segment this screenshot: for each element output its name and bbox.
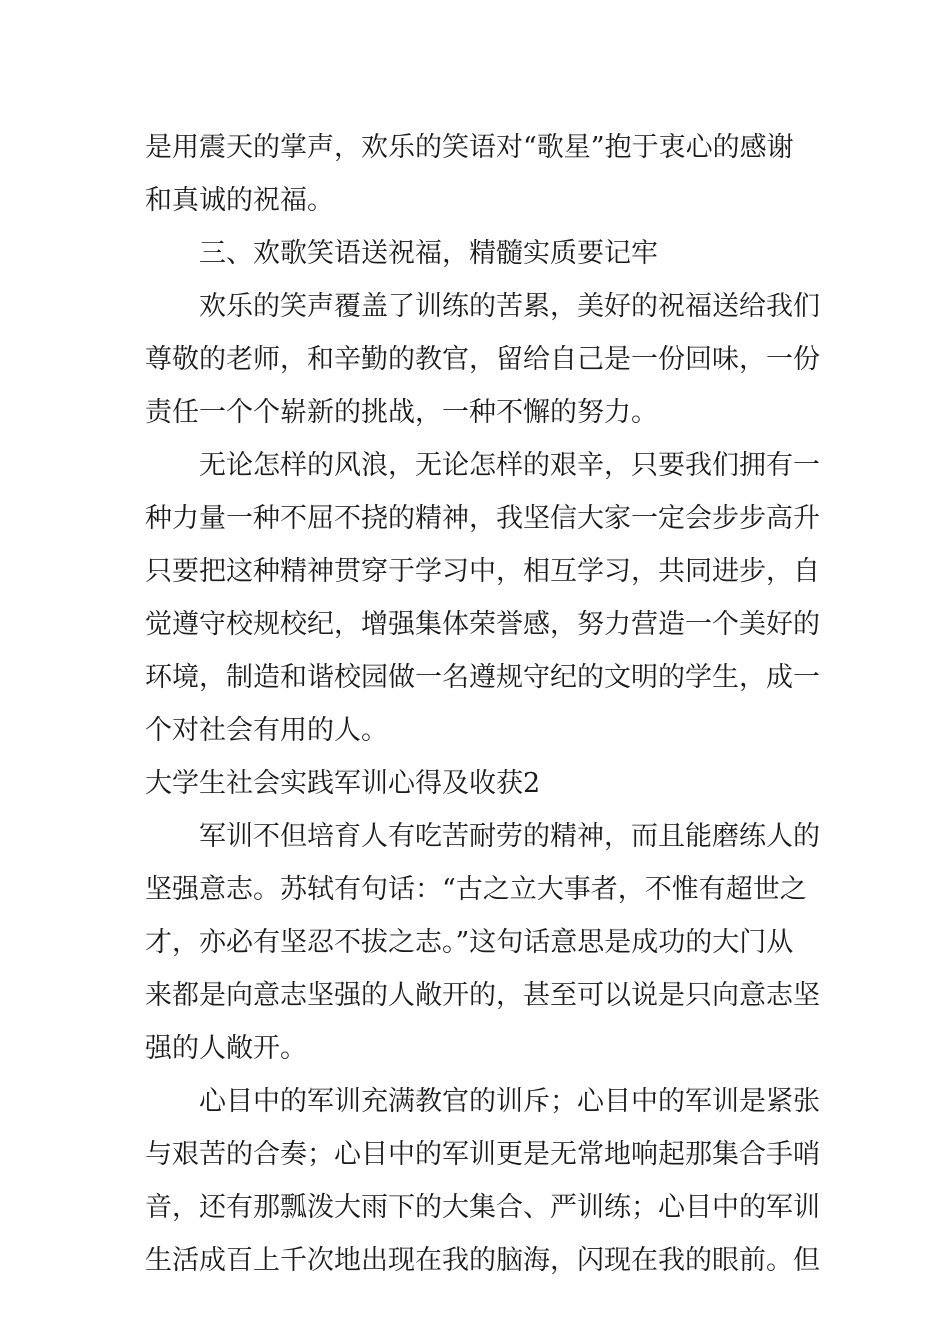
heading-text: 三、欢歌笑语送祝福，精髓实质要记牢 <box>199 238 658 269</box>
paragraph-line: 尊敬的老师，和辛勤的教官，留给自己是一份回味，一份 <box>145 344 820 375</box>
paragraph-line: 音，还有那瓢泼大雨下的大集合、严训练；心目中的军训 <box>145 1192 820 1223</box>
paragraph-line: 欢乐的笑声覆盖了训练的苦累，美好的祝福送给我们 <box>199 291 820 322</box>
paragraph-1 <box>145 121 807 227</box>
section-title-text: 大学生社会实践军训心得及收获2 <box>145 768 541 799</box>
document-page <box>145 121 820 1287</box>
paragraph-line: 是用震天的掌声，欢乐的笑语对“歌星”抱于衷心的感谢 <box>145 132 794 163</box>
paragraph-line: 与艰苦的合奏；心目中的军训更是无常地响起那集合手哨 <box>145 1139 820 1170</box>
paragraph-line: 军训不但培育人有吃苦耐劳的精神，而且能磨练人的 <box>199 821 820 852</box>
paragraph-line: 才，亦必有坚忍不拔之志。”这句话意思是成功的大门从 <box>145 927 794 958</box>
paragraph-line: 环境，制造和谐校园做一名遵规守纪的文明的学生，成一 <box>145 662 820 693</box>
paragraph-line: 和真诚的祝福。 <box>145 185 334 216</box>
paragraph-line: 强的人敞开。 <box>145 1033 307 1064</box>
paragraph-line: 坚强意志。苏轼有句话：“古之立大事者，不惟有超世之 <box>145 874 807 905</box>
paragraph-line: 生活成百上千次地出现在我的脑海，闪现在我的眼前。但 <box>145 1245 820 1276</box>
paragraph-line: 无论怎样的风浪，无论怎样的艰辛，只要我们拥有一 <box>199 450 820 481</box>
section-heading-3 <box>145 227 807 280</box>
paragraph-line: 觉遵守校规校纪，增强集体荣誉感，努力营造一个美好的 <box>145 609 820 640</box>
paragraph-3 <box>145 439 820 757</box>
paragraph-line: 来都是向意志坚强的人敞开的，甚至可以说是只向意志坚 <box>145 980 820 1011</box>
paragraph-2 <box>145 280 820 439</box>
paragraph-4 <box>145 810 820 1075</box>
paragraph-line: 个对社会有用的人。 <box>145 715 388 746</box>
paragraph-line: 种力量一种不屈不挠的精神，我坚信大家一定会步步高升 <box>145 503 820 534</box>
paragraph-5 <box>145 1075 820 1287</box>
paragraph-line: 只要把这种精神贯穿于学习中，相互学习，共同进步，自 <box>145 556 820 587</box>
paragraph-line: 责任一个个崭新的挑战，一种不懈的努力。 <box>145 397 658 428</box>
section-title <box>145 757 807 810</box>
paragraph-line: 心目中的军训充满教官的训斥；心目中的军训是紧张 <box>199 1086 820 1117</box>
